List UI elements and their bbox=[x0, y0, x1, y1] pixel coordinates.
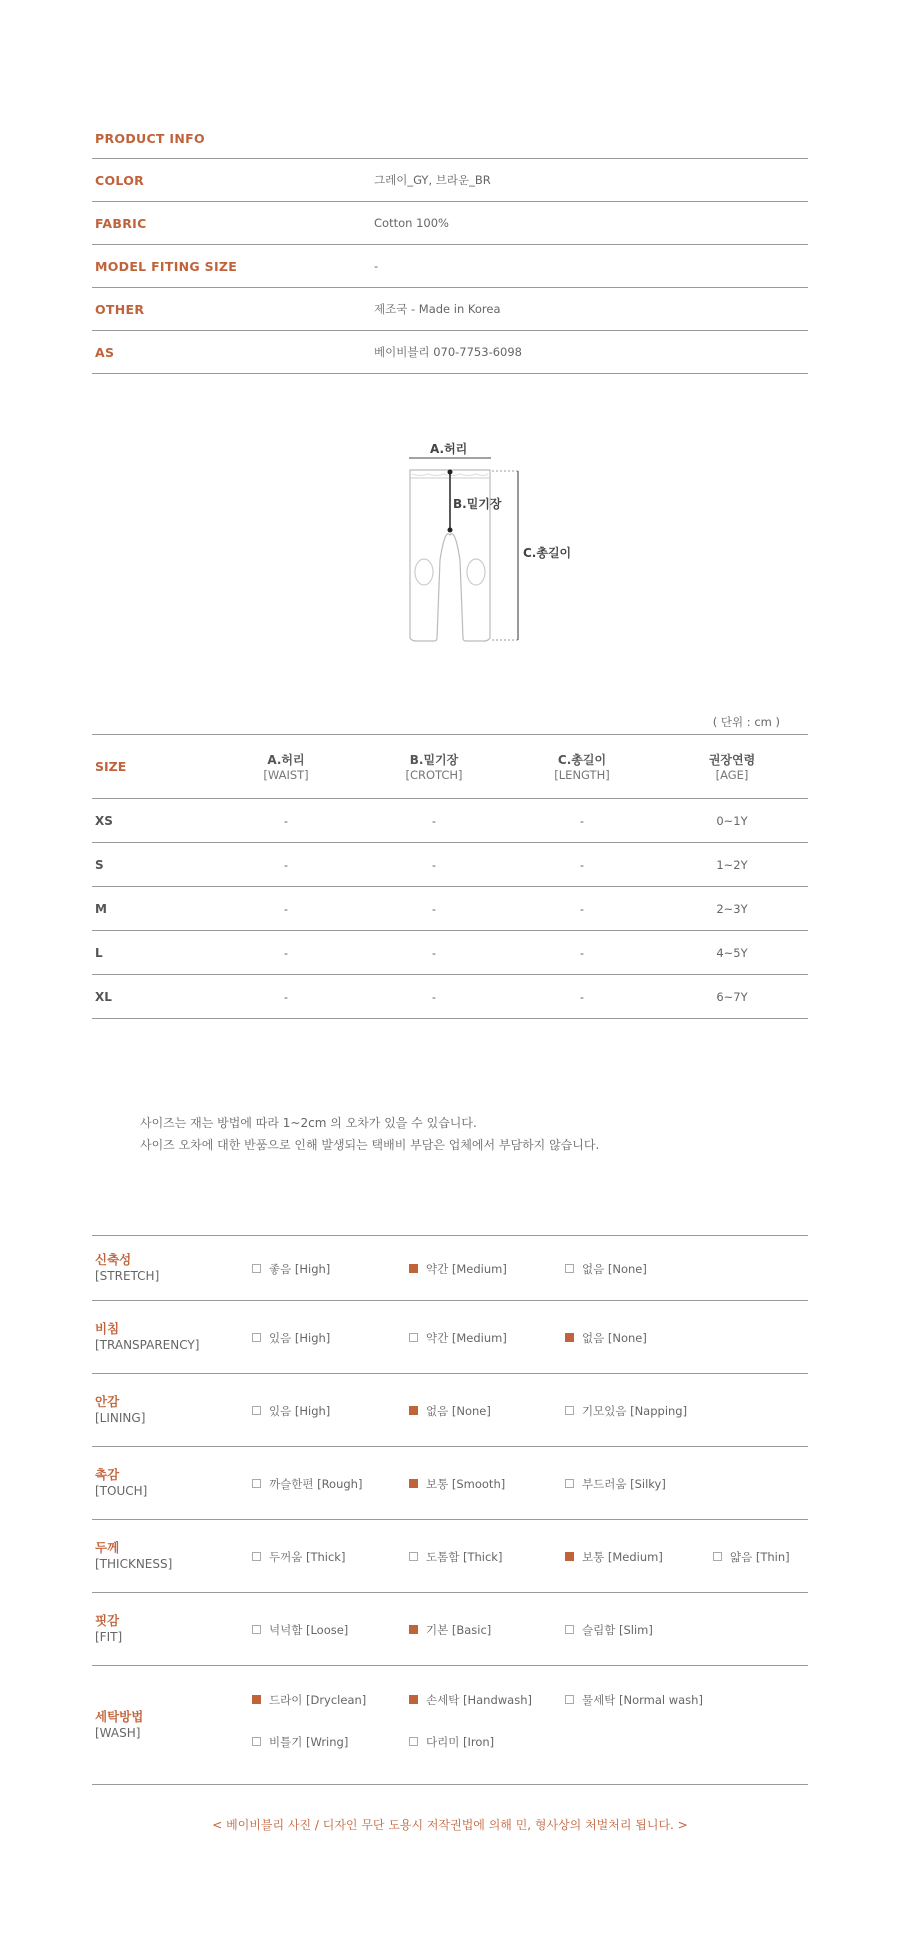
option-label: 얇음 [Thin] bbox=[730, 1550, 790, 1564]
checked-box-icon bbox=[565, 1552, 574, 1561]
option-label: 까슬한편 [Rough] bbox=[269, 1477, 363, 1491]
attribute-option bbox=[565, 1403, 687, 1419]
option-label: 없음 [None] bbox=[582, 1331, 647, 1345]
attribute-option bbox=[713, 1549, 790, 1565]
checked-box-icon bbox=[409, 1264, 418, 1273]
option-label: 다리미 [Iron] bbox=[426, 1735, 495, 1749]
attribute-option bbox=[409, 1261, 507, 1277]
attribute-option bbox=[565, 1261, 647, 1277]
unchecked-box-icon bbox=[252, 1333, 261, 1342]
option-label: 드라이 [Dryclean] bbox=[269, 1693, 367, 1707]
unchecked-box-icon bbox=[252, 1479, 261, 1488]
attribute-option bbox=[409, 1330, 507, 1346]
option-label: 없음 [None] bbox=[426, 1404, 491, 1418]
option-label: 없음 [None] bbox=[582, 1262, 647, 1276]
attribute-row bbox=[92, 1300, 808, 1373]
option-label: 비틀기 [Wring] bbox=[269, 1735, 349, 1749]
pants-outline-icon bbox=[400, 440, 600, 650]
unchecked-box-icon bbox=[409, 1552, 418, 1561]
attribute-name-ko: 촉감 bbox=[95, 1467, 120, 1482]
unchecked-box-icon bbox=[409, 1737, 418, 1746]
option-label: 좋음 [High] bbox=[269, 1262, 331, 1276]
unchecked-box-icon bbox=[252, 1264, 261, 1273]
info-value: - bbox=[374, 259, 379, 273]
attribute-label bbox=[95, 1394, 145, 1426]
option-label: 넉넉함 [Loose] bbox=[269, 1623, 349, 1637]
info-value: 제조국 - Made in Korea bbox=[374, 302, 501, 316]
fabric-attributes-section bbox=[92, 1235, 808, 1785]
attribute-row bbox=[92, 1665, 808, 1785]
attribute-label bbox=[95, 1321, 199, 1353]
info-label: AS bbox=[95, 344, 115, 360]
option-label: 약간 [Medium] bbox=[426, 1262, 507, 1276]
table-row: S - - - 1~2Y bbox=[92, 843, 808, 887]
attribute-name-ko: 두께 bbox=[95, 1540, 120, 1555]
info-row-fabric bbox=[92, 201, 808, 244]
header-waist: A.허리 [WAIST] bbox=[212, 735, 360, 799]
attribute-label bbox=[95, 1709, 143, 1741]
attribute-option bbox=[252, 1622, 348, 1638]
option-label: 두꺼움 [Thick] bbox=[269, 1550, 346, 1564]
checked-box-icon bbox=[409, 1406, 418, 1415]
attribute-row bbox=[92, 1446, 808, 1519]
unchecked-box-icon bbox=[565, 1264, 574, 1273]
option-label: 물세탁 [Normal wash] bbox=[582, 1693, 703, 1707]
size-table-header bbox=[92, 735, 808, 799]
attribute-name-en: [FIT] bbox=[95, 1630, 123, 1644]
attribute-label bbox=[95, 1467, 147, 1499]
unchecked-box-icon bbox=[252, 1625, 261, 1634]
size-notes bbox=[140, 1112, 599, 1156]
unchecked-box-icon bbox=[252, 1737, 261, 1746]
attribute-name-en: [TOUCH] bbox=[95, 1484, 148, 1498]
attribute-name-ko: 비침 bbox=[95, 1321, 120, 1336]
unchecked-box-icon bbox=[565, 1406, 574, 1415]
option-label: 손세탁 [Handwash] bbox=[426, 1693, 532, 1707]
info-value: Cotton 100% bbox=[374, 216, 449, 230]
attribute-option bbox=[409, 1692, 532, 1708]
option-label: 도톰함 [Thick] bbox=[426, 1550, 503, 1564]
attribute-option bbox=[409, 1549, 502, 1565]
size-header: SIZE bbox=[92, 735, 212, 799]
attribute-option bbox=[252, 1261, 330, 1277]
attribute-name-ko: 안감 bbox=[95, 1394, 120, 1409]
label-c-length: C.총길이 bbox=[523, 546, 572, 560]
attribute-name-ko: 세탁방법 bbox=[95, 1709, 144, 1724]
attribute-name-ko: 핏감 bbox=[95, 1613, 120, 1628]
option-label: 보통 [Medium] bbox=[582, 1550, 663, 1564]
pants-measurement-diagram bbox=[400, 440, 600, 650]
attribute-option bbox=[565, 1330, 647, 1346]
attribute-name-en: [LINING] bbox=[95, 1411, 146, 1425]
product-info-section bbox=[92, 120, 808, 374]
attribute-option bbox=[409, 1476, 505, 1492]
checked-box-icon bbox=[252, 1695, 261, 1704]
attribute-name-en: [TRANSPARENCY] bbox=[95, 1338, 200, 1352]
checked-box-icon bbox=[565, 1333, 574, 1342]
attribute-label bbox=[95, 1252, 159, 1284]
attribute-option bbox=[409, 1734, 494, 1750]
attribute-name-en: [THICKNESS] bbox=[95, 1557, 173, 1571]
attribute-option bbox=[409, 1622, 491, 1638]
info-label: OTHER bbox=[95, 301, 145, 317]
unchecked-box-icon bbox=[565, 1625, 574, 1634]
attribute-label bbox=[95, 1540, 172, 1572]
info-value: 베이비블리 070-7753-6098 bbox=[374, 345, 522, 359]
attribute-option bbox=[252, 1330, 330, 1346]
attribute-option bbox=[252, 1403, 330, 1419]
attribute-name-ko: 신축성 bbox=[95, 1252, 132, 1267]
unchecked-box-icon bbox=[252, 1406, 261, 1415]
checked-box-icon bbox=[409, 1695, 418, 1704]
size-table bbox=[92, 734, 808, 1019]
label-a-waist: A.허리 bbox=[430, 442, 468, 456]
attribute-row bbox=[92, 1592, 808, 1665]
info-label: MODEL FITING SIZE bbox=[95, 258, 238, 274]
header-length: C.총길이 [LENGTH] bbox=[508, 735, 656, 799]
attribute-option bbox=[409, 1403, 491, 1419]
attribute-option bbox=[565, 1549, 663, 1565]
attribute-label bbox=[95, 1613, 122, 1645]
checked-box-icon bbox=[409, 1479, 418, 1488]
copyright-notice: < 베이비블리 사진 / 디자인 무단 도용시 저작권법에 의해 민, 형사상의 처벌처리 됩니다. > bbox=[212, 1818, 688, 1832]
unchecked-box-icon bbox=[565, 1479, 574, 1488]
unchecked-box-icon bbox=[252, 1552, 261, 1561]
option-label: 기모있음 [Napping] bbox=[582, 1404, 688, 1418]
header-crotch: B.밑기장 [CROTCH] bbox=[360, 735, 508, 799]
checked-box-icon bbox=[409, 1625, 418, 1634]
option-label: 기본 [Basic] bbox=[426, 1623, 492, 1637]
attribute-row bbox=[92, 1519, 808, 1592]
option-label: 약간 [Medium] bbox=[426, 1331, 507, 1345]
info-label: FABRIC bbox=[95, 215, 147, 231]
table-row: XL - - - 6~7Y bbox=[92, 975, 808, 1019]
info-label: COLOR bbox=[95, 172, 145, 188]
size-table-section bbox=[92, 714, 808, 1019]
note-line: 사이즈는 재는 방법에 따라 1~2cm 의 오차가 있을 수 있습니다. bbox=[140, 1116, 477, 1130]
attribute-row bbox=[92, 1235, 808, 1300]
attribute-option bbox=[252, 1692, 366, 1708]
info-row-model-size bbox=[92, 244, 808, 287]
attribute-option bbox=[565, 1622, 653, 1638]
attribute-option bbox=[252, 1476, 362, 1492]
attribute-name-en: [STRETCH] bbox=[95, 1269, 160, 1283]
info-row-color bbox=[92, 158, 808, 201]
label-b-crotch: B.밑기장 bbox=[453, 497, 502, 511]
attribute-option bbox=[565, 1692, 703, 1708]
attribute-option bbox=[252, 1549, 345, 1565]
unit-label: ( 단위 : cm ) bbox=[712, 715, 780, 729]
unchecked-box-icon bbox=[565, 1695, 574, 1704]
info-row-other bbox=[92, 287, 808, 330]
info-value: 그레이_GY, 브라운_BR bbox=[374, 173, 491, 187]
table-row: L - - - 4~5Y bbox=[92, 931, 808, 975]
option-label: 슬림함 [Slim] bbox=[582, 1623, 653, 1637]
note-line: 사이즈 오차에 대한 반품으로 인해 발생되는 택배비 부담은 업체에서 부담하지 않습니다. bbox=[140, 1138, 600, 1152]
option-label: 있음 [High] bbox=[269, 1404, 331, 1418]
attribute-option bbox=[565, 1476, 666, 1492]
table-row: M - - - 2~3Y bbox=[92, 887, 808, 931]
option-label: 보통 [Smooth] bbox=[426, 1477, 506, 1491]
product-info-title: PRODUCT INFO bbox=[95, 131, 205, 146]
info-row-as bbox=[92, 330, 808, 374]
attribute-option bbox=[252, 1734, 348, 1750]
header-age: 권장연령 [AGE] bbox=[656, 735, 808, 799]
attribute-row bbox=[92, 1373, 808, 1446]
option-label: 있음 [High] bbox=[269, 1331, 331, 1345]
unchecked-box-icon bbox=[713, 1552, 722, 1561]
option-label: 부드러움 [Silky] bbox=[582, 1477, 666, 1491]
attribute-name-en: [WASH] bbox=[95, 1726, 141, 1740]
unchecked-box-icon bbox=[409, 1333, 418, 1342]
table-row: XS - - - 0~1Y bbox=[92, 799, 808, 843]
